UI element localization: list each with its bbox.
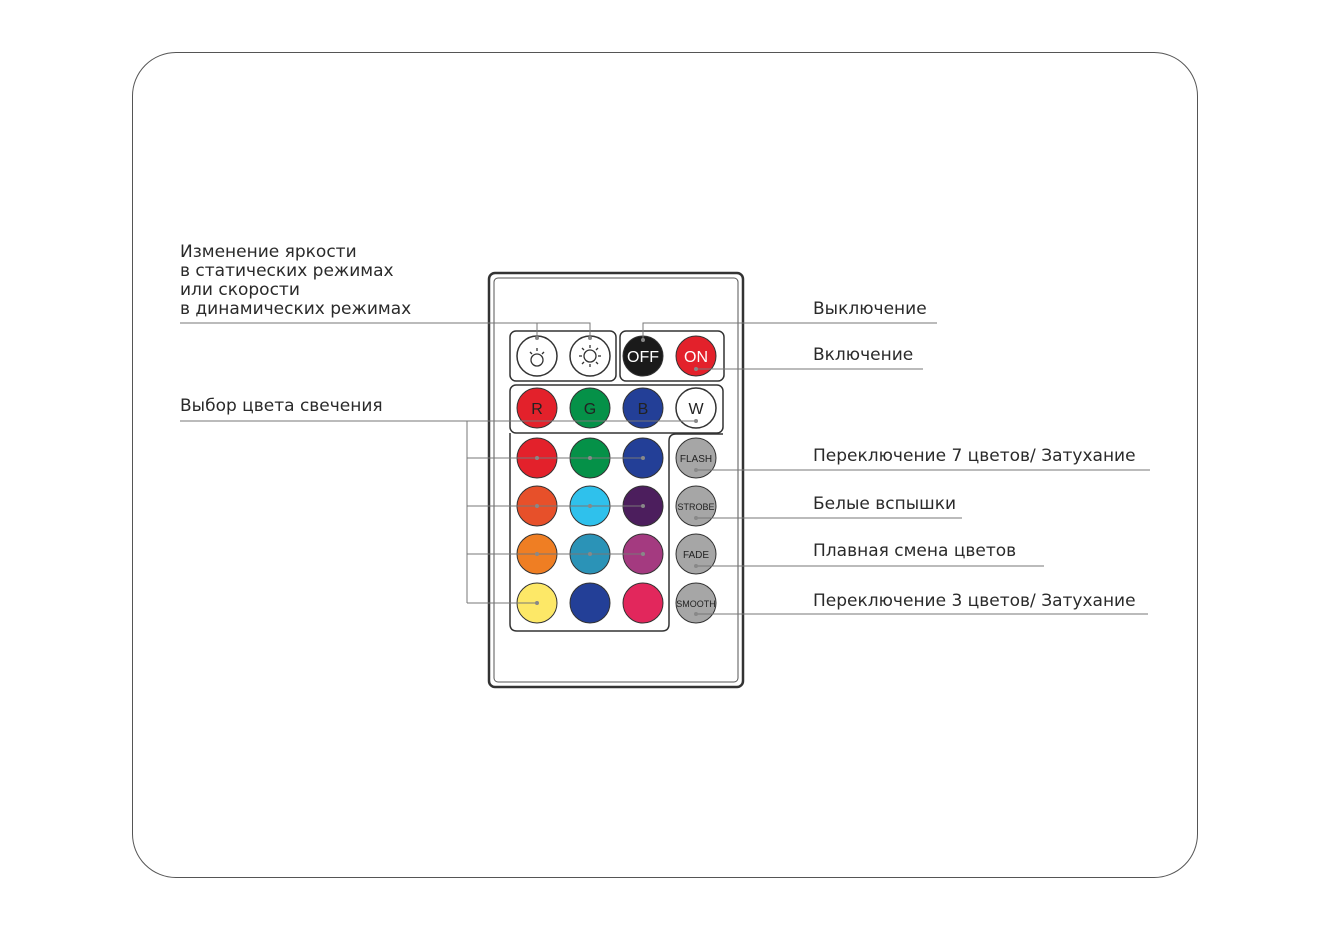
- brightness-label-line-4: в динамических режимах: [180, 299, 412, 319]
- strobe-label: Белые вспышки: [813, 494, 957, 514]
- strobe-button-label: STROBE: [677, 502, 715, 512]
- smooth-button-label: SMOOTH: [676, 599, 716, 609]
- brightness-label-line-3: или скорости: [180, 280, 300, 300]
- green-button[interactable]: [570, 388, 610, 428]
- on-button-label: ON: [684, 349, 708, 366]
- off-button-label: OFF: [627, 349, 659, 366]
- white-button-label: W: [688, 401, 704, 418]
- color-button-dark-blue[interactable]: [570, 583, 610, 623]
- color-select-label: Выбор цвета свечения: [180, 396, 383, 416]
- flash-label: Переключение 7 цветов/ Затухание: [813, 446, 1136, 466]
- blue-button-label: B: [637, 401, 649, 418]
- color-button-pink[interactable]: [623, 583, 663, 623]
- smooth-button[interactable]: [676, 583, 716, 623]
- on-label: Включение: [813, 345, 914, 365]
- smooth-label: Переключение 3 цветов/ Затухание: [813, 591, 1136, 611]
- brightness-label: [180, 242, 411, 319]
- brightness-down-button[interactable]: [517, 336, 557, 376]
- fade-button-label: FADE: [682, 550, 710, 561]
- brightness-label-line-2: в статических режимах: [180, 261, 394, 281]
- fade-label: Плавная смена цветов: [813, 541, 1017, 561]
- leader-dots: [535, 336, 698, 616]
- leader-lines: [180, 323, 1150, 614]
- brightness-label-line-1: Изменение яркости: [180, 242, 357, 262]
- flash-button-label: FLASH: [679, 454, 713, 465]
- green-button-label: G: [583, 401, 597, 418]
- red-button[interactable]: [517, 388, 557, 428]
- red-button-label: R: [531, 401, 543, 418]
- blue-button[interactable]: [623, 388, 663, 428]
- brightness-up-button[interactable]: [570, 336, 610, 376]
- off-label: Выключение: [813, 299, 927, 319]
